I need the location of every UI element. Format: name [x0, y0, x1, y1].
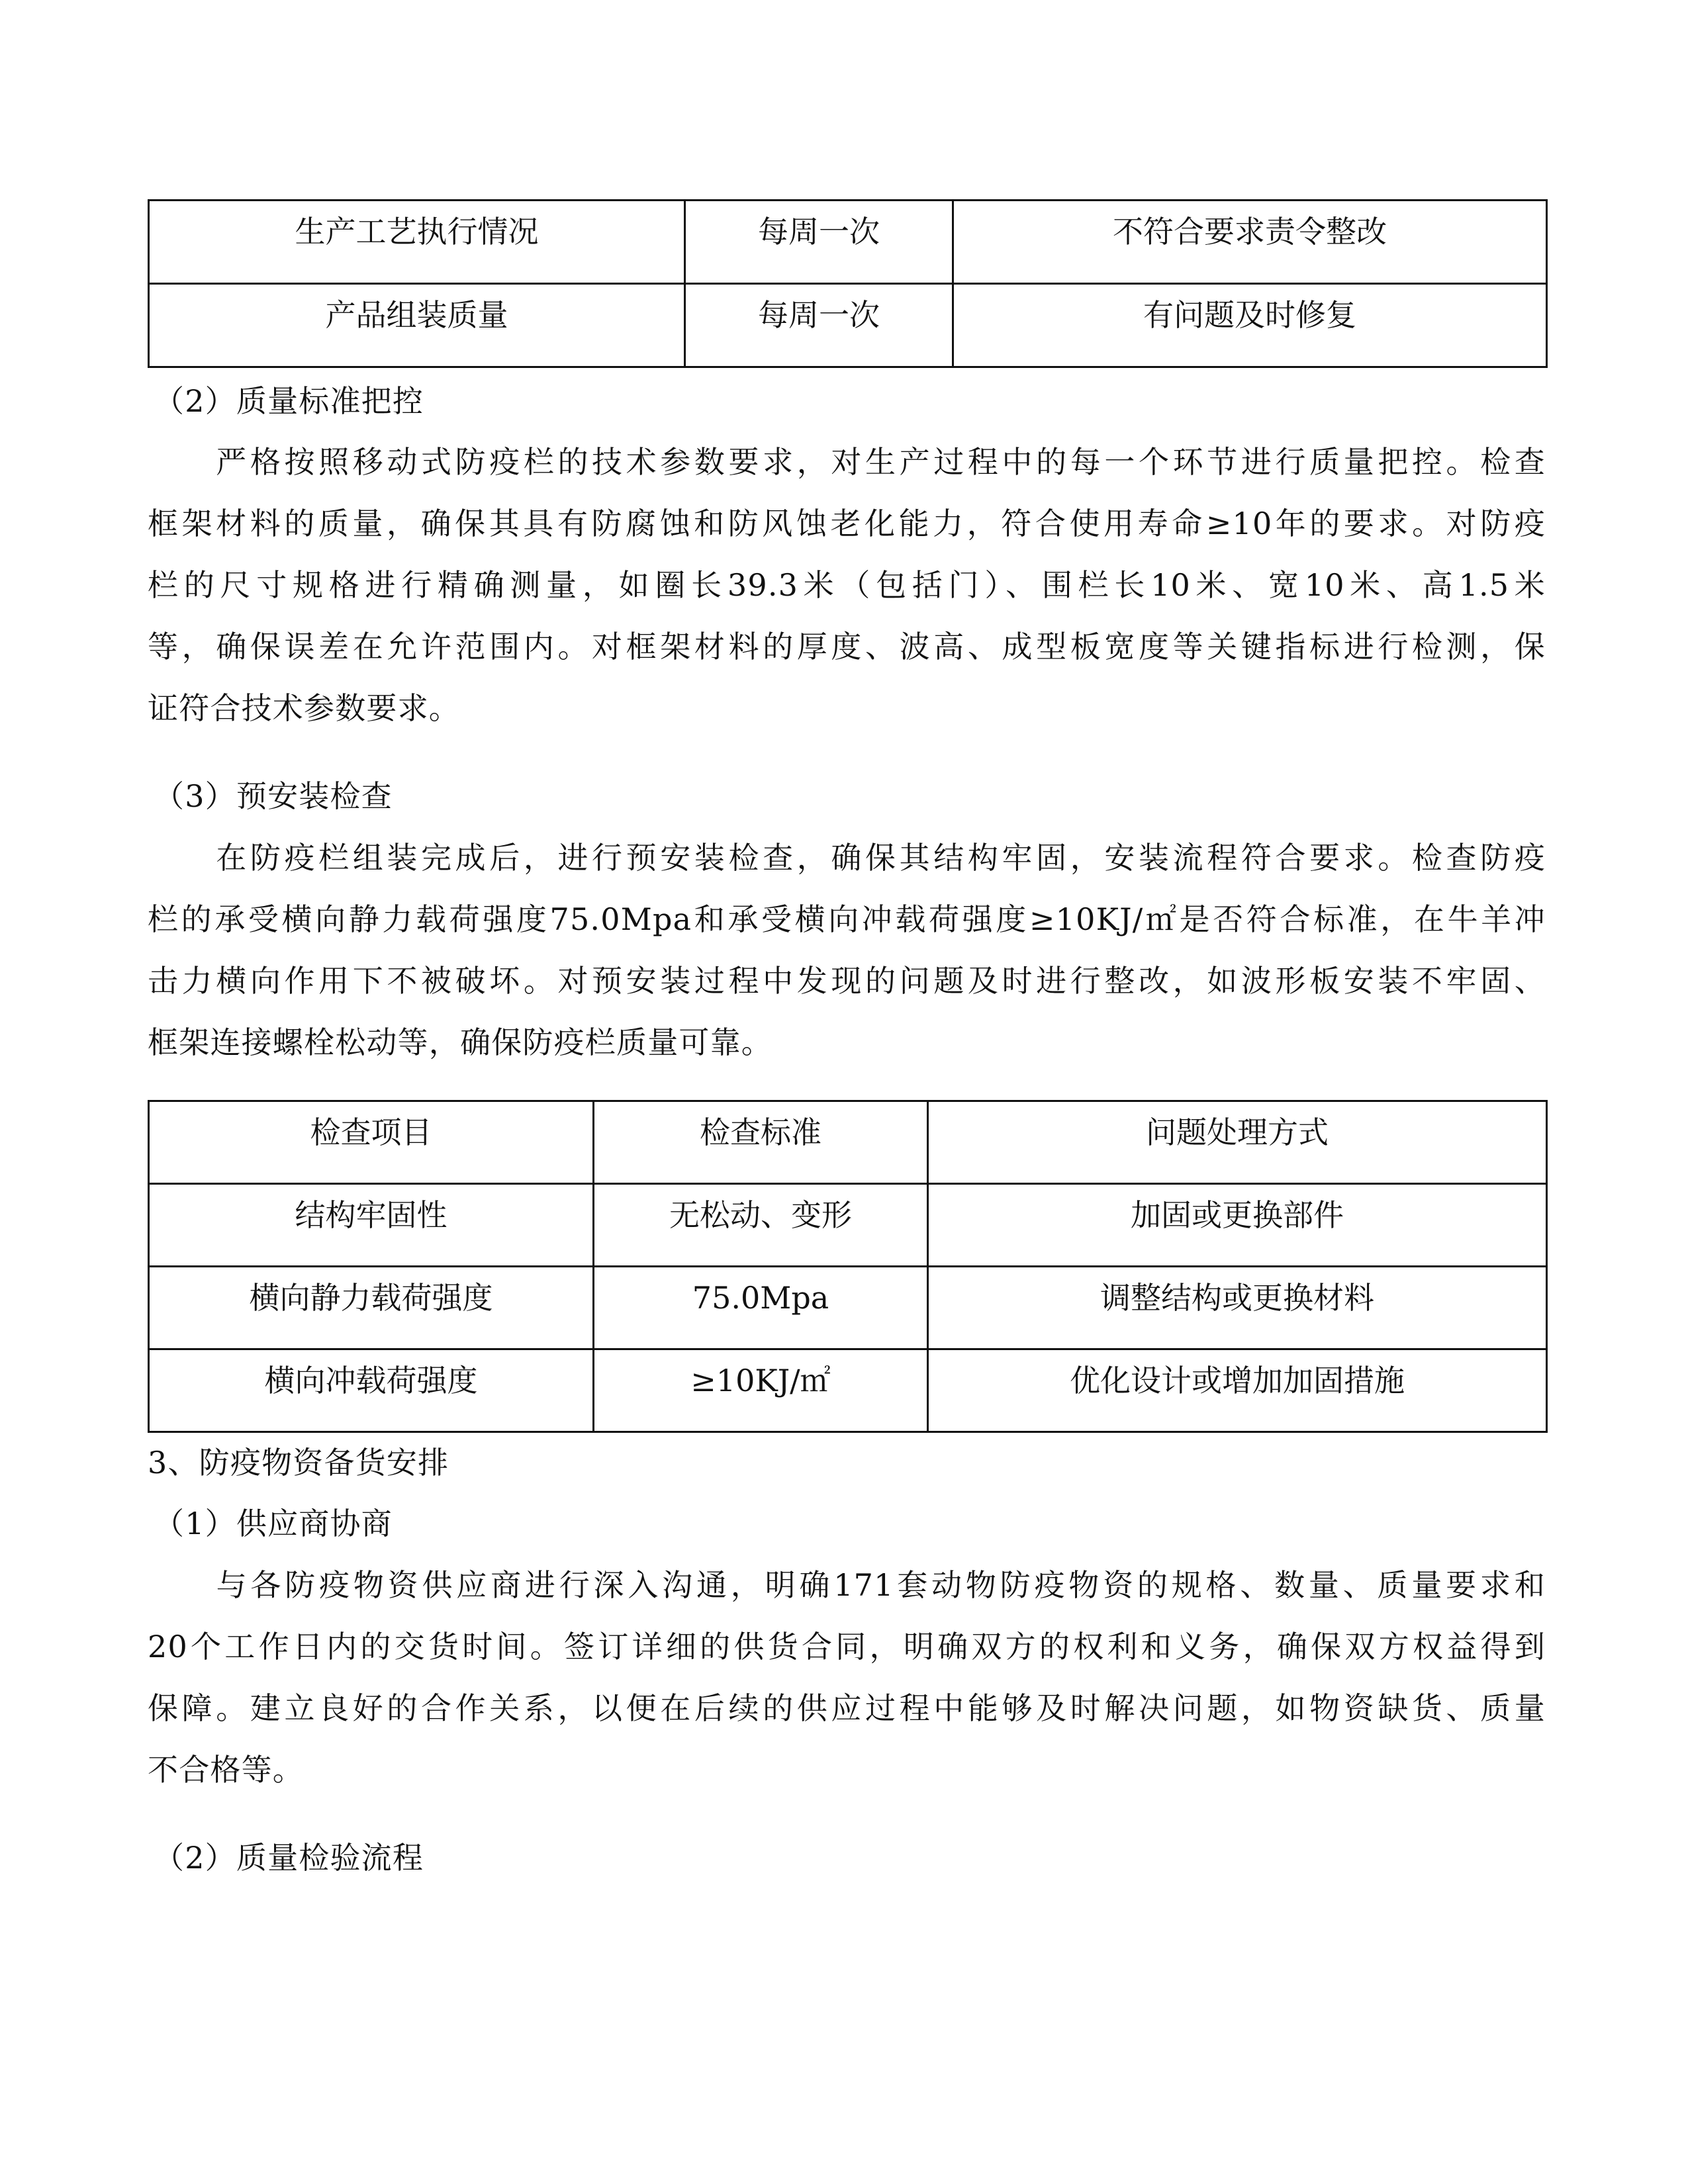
table-cell: 生产工艺执行情况 [149, 201, 685, 284]
table-header-cell: 检查标准 [594, 1101, 928, 1184]
table-cell: 无松动、变形 [594, 1184, 928, 1267]
table-cell: 横向静力载荷强度 [149, 1267, 594, 1349]
paragraph-line: 框架连接螺栓松动等，确保防疫栏质量可靠。 [148, 1024, 773, 1060]
section-heading-pre-installation: （3）预安装检查 [154, 778, 393, 814]
paragraph-line: 不合格等。 [148, 1752, 304, 1788]
table-cell: 结构牢固性 [149, 1184, 594, 1267]
table-row [149, 1184, 1547, 1267]
production-inspection-table [148, 199, 1548, 368]
paragraph-line: 保障。建立良好的合作关系，以便在后续的供应过程中能够及时解决问题，如物资缺货、质量 [148, 1690, 1546, 1726]
table-cell: 每周一次 [685, 284, 953, 367]
paragraph-line: 栏的尺寸规格进行精确测量，如圈长39.3米（包括门）、围栏长10米、宽10米、高1.5米 [148, 567, 1546, 603]
table-cell: 有问题及时修复 [953, 284, 1547, 367]
paragraph-line: 严格按照移动式防疫栏的技术参数要求，对生产过程中的每一个环节进行质量把控。检查 [148, 444, 1546, 480]
table-cell: ≥10KJ/㎡ [594, 1349, 928, 1432]
table-header-row [149, 1101, 1547, 1184]
table-row [149, 1267, 1547, 1349]
paragraph-line: 20个工作日内的交货时间。签订详细的供货合同，明确双方的权利和义务，确保双方权益得到 [148, 1629, 1546, 1664]
table-row [149, 201, 1547, 284]
pre-installation-check-table [148, 1100, 1548, 1433]
table-row [149, 1349, 1547, 1432]
table-cell: 每周一次 [685, 201, 953, 284]
paragraph-line: 与各防疫物资供应商进行深入沟通，明确171套动物防疫物资的规格、数量、质量要求和 [148, 1567, 1546, 1603]
table-cell: 加固或更换部件 [928, 1184, 1547, 1267]
paragraph-line: 证符合技术参数要求。 [148, 690, 460, 726]
paragraph-line: 框架材料的质量，确保其具有防腐蚀和防风蚀老化能力，符合使用寿命≥10年的要求。对防疫 [148, 506, 1546, 541]
table-cell: 调整结构或更换材料 [928, 1267, 1547, 1349]
table-cell: 不符合要求责令整改 [953, 201, 1547, 284]
table-header-cell: 问题处理方式 [928, 1101, 1547, 1184]
paragraph-line: 击力横向作用下不被破坏。对预安装过程中发现的问题及时进行整改，如波形板安装不牢固、 [148, 963, 1546, 999]
table-header-cell: 检查项目 [149, 1101, 594, 1184]
table-cell: 产品组装质量 [149, 284, 685, 367]
section-heading-supplies: 3、防疫物资备货安排 [148, 1445, 449, 1480]
table-cell: 75.0Mpa [594, 1267, 928, 1349]
paragraph-line: 等，确保误差在允许范围内。对框架材料的厚度、波高、成型板宽度等关键指标进行检测，保 [148, 629, 1546, 664]
section-heading-supplier-negotiation: （1）供应商协商 [154, 1506, 393, 1541]
table-cell: 优化设计或增加加固措施 [928, 1349, 1547, 1432]
table-row [149, 284, 1547, 367]
section-heading-quality-standard: （2）质量标准把控 [154, 383, 424, 419]
paragraph-line: 栏的承受横向静力载荷强度75.0Mpa和承受横向冲载荷强度≥10KJ/㎡是否符合标准，在牛羊冲 [148, 901, 1546, 937]
table-cell: 横向冲载荷强度 [149, 1349, 594, 1432]
paragraph-line: 在防疫栏组装完成后，进行预安装检查，确保其结构牢固，安装流程符合要求。检查防疫 [148, 840, 1546, 876]
section-heading-quality-inspection: （2）质量检验流程 [154, 1840, 424, 1876]
